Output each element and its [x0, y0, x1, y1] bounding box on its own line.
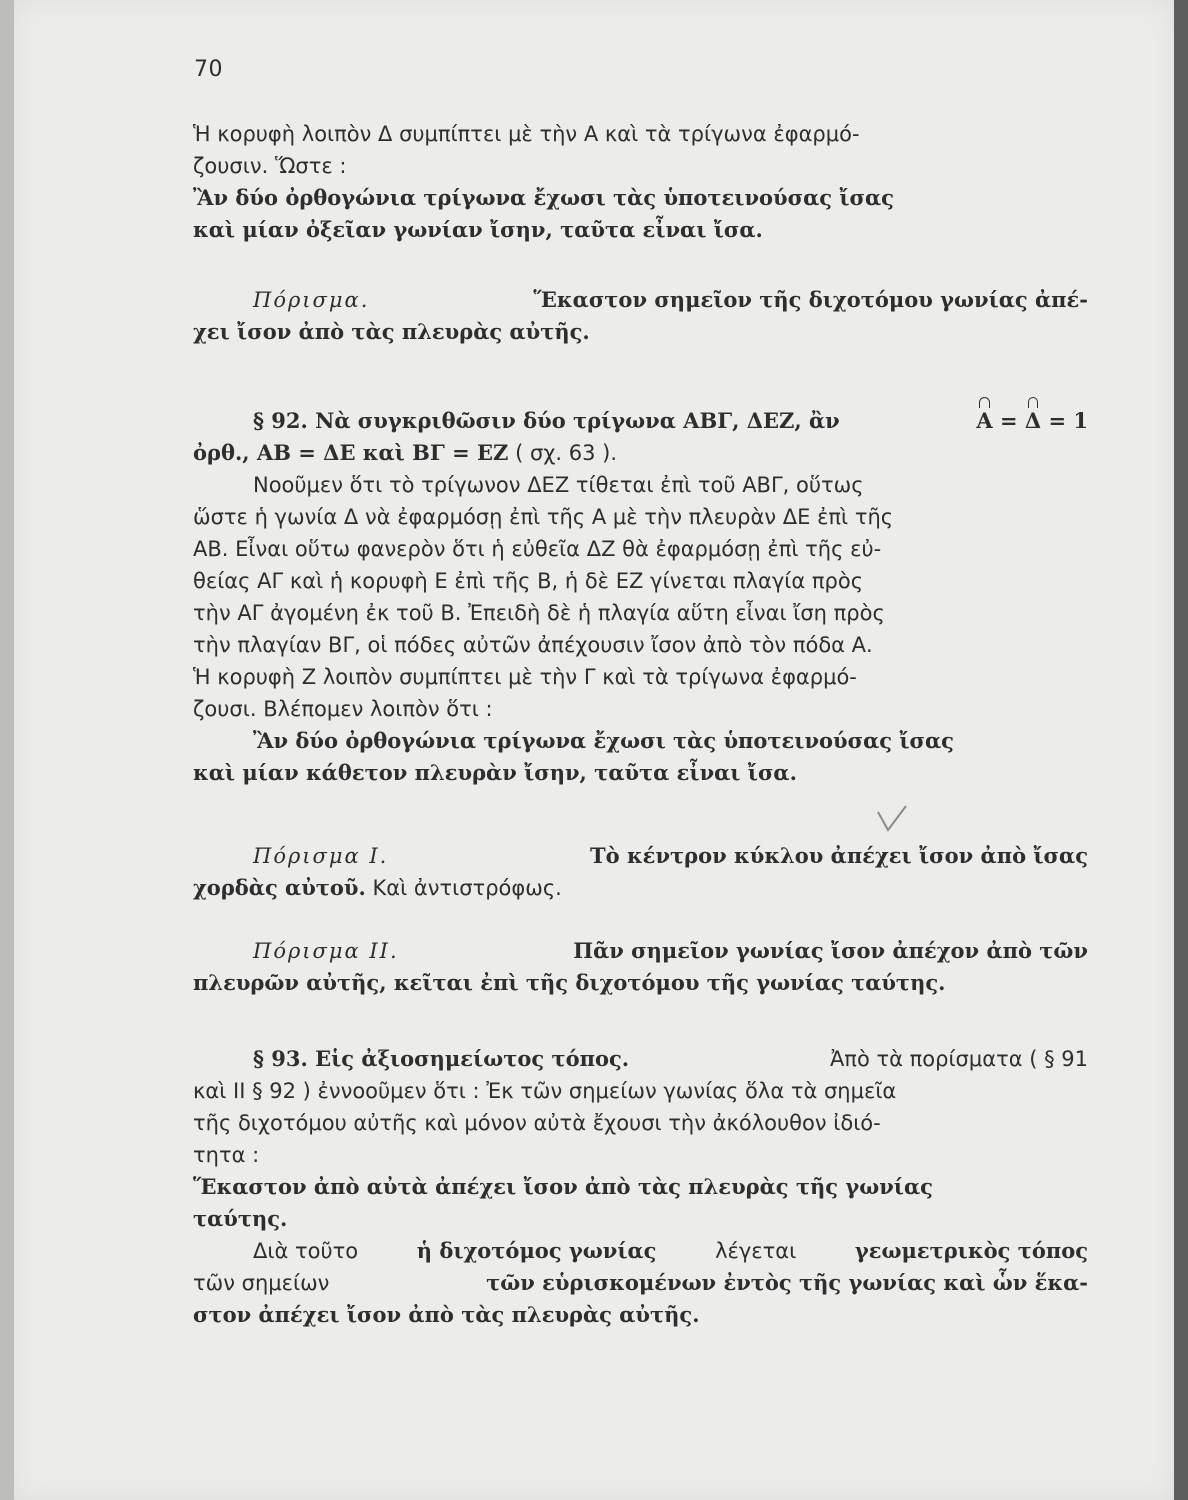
text-line: τὴν πλαγίαν ΒΓ, οἱ πόδες αὐτῶν ἀπέχουσιν ἴσον ἀπὸ τὸν πόδα Α.	[193, 633, 873, 657]
text-line: ζουσι. Βλέπομεν λοιπὸν ὅτι :	[193, 697, 493, 721]
section-92	[193, 405, 1088, 789]
theorem-line: καὶ μίαν ὀξεῖαν γωνίαν ἴσην, ταῦτα εἶναι ἴσα.	[193, 217, 763, 242]
corollary-i	[193, 840, 1088, 904]
angle-d: Δ	[1025, 405, 1041, 437]
text-line: στον ἀπέχει ἴσον ἀπὸ τὰς πλευρὰς αὐτῆς.	[193, 1302, 700, 1327]
text-line: Πόρισμα ΙΙ. Πᾶν σημεῖον γωνίας ἴσον ἀπέχον ἀπὸ τῶν	[193, 935, 1088, 967]
text-line: Ἡ κορυφὴ Ζ λοιπὸν συμπίπτει μὲ τὴν Γ καὶ τὰ τρίγωνα ἐφαρμό-	[193, 665, 857, 689]
page-number: 70	[194, 57, 223, 82]
corollary-ii	[193, 935, 1088, 999]
text-line: Νοοῦμεν ὅτι τὸ τρίγωνον ΔΕΖ τίθεται ἐπὶ τοῦ ΑΒΓ, οὕτως	[253, 473, 864, 497]
theorem-line: ταύτης.	[193, 1206, 288, 1231]
section-heading: § 93. Εἱς ἀξιοσημείωτος τόπος. Ἀπὸ τὰ πορίσματα ( § 91	[253, 1046, 1088, 1071]
angle-a: Α	[976, 405, 992, 437]
text-line: ΑΒ. Εἶναι οὕτω φανερὸν ὅτι ἡ εὐθεῖα ΔΖ θὰ ἐφαρμόσῃ ἐπὶ τῆς εὐ-	[193, 537, 882, 561]
text-line: τὴν ΑΓ ἀγομένη ἐκ τοῦ Β. Ἐπειδὴ δὲ ἡ πλαγία αὕτη εἶναι ἴση πρὸς	[193, 601, 885, 625]
pencil-checkmark-icon	[872, 800, 912, 840]
theorem-line: Ἂν δύο ὀρθογώνια τρίγωνα ἔχωσι τὰς ὑποτεινούσας ἴσας	[193, 185, 894, 210]
theorem-line: Ἕκαστον ἀπὸ αὐτὰ ἀπέχει ἴσον ἀπὸ τὰς πλευρὰς τῆς γωνίας	[193, 1174, 933, 1199]
text-line: θείας ΑΓ καὶ ἡ κορυφὴ Ε ἐπὶ τῆς Β, ἡ δὲ ΕΖ γίνεται πλαγία πρὸς	[193, 569, 864, 593]
text-line: χει ἴσον ἀπὸ τὰς πλευρὰς αὐτῆς.	[193, 319, 590, 344]
text-line: ὀρθ., ΑΒ = ΔΕ καὶ ΒΓ = ΕΖ ( σχ. 63 ).	[193, 437, 1088, 469]
text-line: Πόρισμα Ι. Τὸ κέντρον κύκλου ἀπέχει ἴσον ἀπὸ ἴσας	[193, 840, 1088, 872]
text-line: ζουσιν. Ὥστε :	[193, 154, 347, 178]
text-line: τῶν σημείων τῶν εὑρισκομένων ἐντὸς τῆς γωνίας καὶ ὧν ἕκα-	[193, 1270, 1088, 1295]
text-line: τῆς διχοτόμου αὐτῆς καὶ μόνον αὐτὰ ἔχουσι τὴν ἀκόλουθον ἰδιό-	[193, 1111, 881, 1135]
text-line: Διὰ τοῦτο ἡ διχοτόμος γωνίας λέγεται γεωμετρικὸς τόπος	[253, 1238, 1088, 1263]
text-line: καὶ ΙΙ § 92 ) ἐννοοῦμεν ὅτι : Ἐκ τῶν σημείων γωνίας ὅλα τὰ σημεῖα	[193, 1079, 897, 1103]
paragraph-intro	[193, 118, 1088, 246]
text-line: ὥστε ἡ γωνία Δ νὰ ἐφαρμόσῃ ἐπὶ τῆς Α μὲ τὴν πλευρὰν ΔΕ ἐπὶ τῆς	[193, 505, 894, 529]
left-page-edge	[0, 0, 14, 1500]
text-line: Πόρισμα. Ἕκαστον σημεῖον τῆς διχοτόμου γωνίας ἀπέ-	[193, 284, 1088, 316]
corollary	[193, 284, 1088, 348]
theorem-line: καὶ μίαν κάθετον πλευρὰν ἴσην, ταῦτα εἶναι ἴσα.	[193, 760, 797, 785]
right-page-edge	[1174, 0, 1188, 1500]
corollary-label: Πόρισμα.	[253, 288, 370, 312]
section-heading: § 92. Νὰ συγκριθῶσιν δύο τρίγωνα ΑΒΓ, ΔΕΖ, ἂν Α = Δ = 1	[193, 405, 1088, 437]
section-93	[193, 1043, 1088, 1331]
theorem-line: Ἂν δύο ὀρθογώνια τρίγωνα ἔχωσι τὰς ὑποτεινούσας ἴσας	[253, 728, 954, 753]
text-line: χορδὰς αὐτοῦ. Καὶ ἀντιστρόφως.	[193, 875, 562, 900]
corollary-label: Πόρισμα Ι.	[253, 844, 389, 868]
text-line: τητα :	[193, 1143, 260, 1167]
text-line: Ἡ κορυφὴ λοιπὸν Δ συμπίπτει μὲ τὴν Α καὶ τὰ τρίγωνα ἐφαρμό-	[193, 122, 860, 146]
text-line: πλευρῶν αὐτῆς, κεῖται ἐπὶ τῆς διχοτόμου τῆς γωνίας ταύτης.	[193, 970, 946, 995]
figure-reference: ( σχ. 63 ).	[515, 441, 618, 465]
corollary-label: Πόρισμα ΙΙ.	[253, 939, 399, 963]
